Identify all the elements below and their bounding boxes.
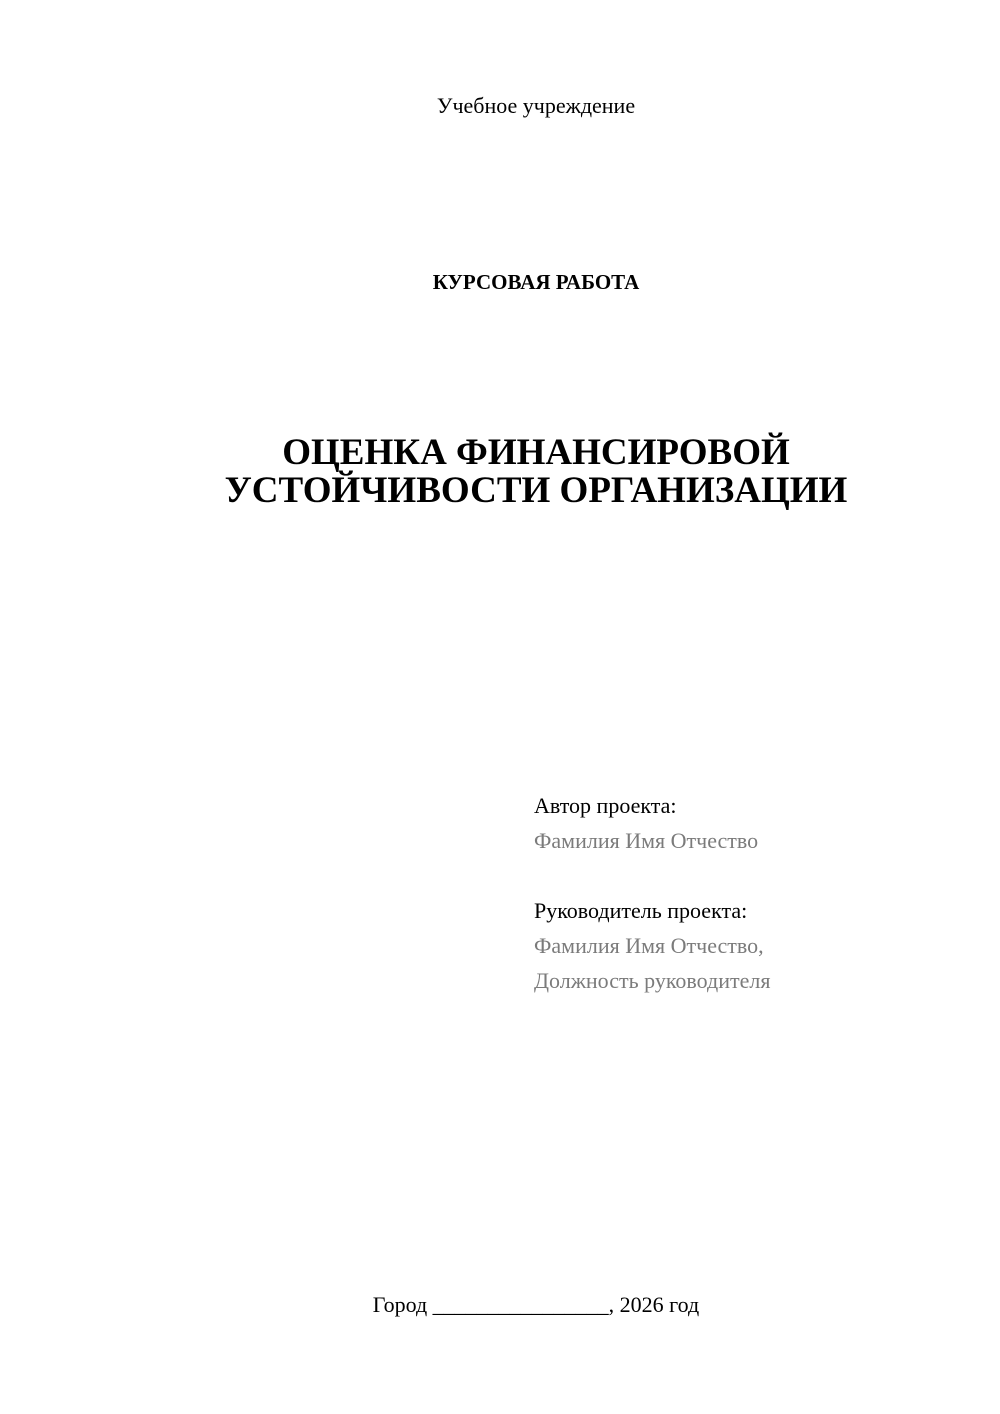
supervisor-position: Должность руководителя xyxy=(534,968,771,993)
author-name: Фамилия Имя Отчество xyxy=(534,828,759,853)
supervisor-label: Руководитель проекта: xyxy=(534,898,748,923)
supervisor-name: Фамилия Имя Отчество, xyxy=(534,933,764,958)
institution-name: Учебное учреждение xyxy=(436,93,636,118)
document-title-line-1: ОЦЕНКА ФИНАНСИРОВОЙ xyxy=(282,432,790,473)
city-year-line: Город ________________, 2026 год xyxy=(372,1292,700,1317)
document-title xyxy=(0,434,1000,510)
author-label: Автор проекта: xyxy=(534,793,677,818)
authors-block-spacer xyxy=(534,858,974,893)
document-title-line-2: УСТОЙЧИВОСТИ ОРГАНИЗАЦИИ xyxy=(224,470,848,511)
authors-block xyxy=(534,788,974,998)
work-type-heading: КУРСОВАЯ РАБОТА xyxy=(432,270,640,294)
